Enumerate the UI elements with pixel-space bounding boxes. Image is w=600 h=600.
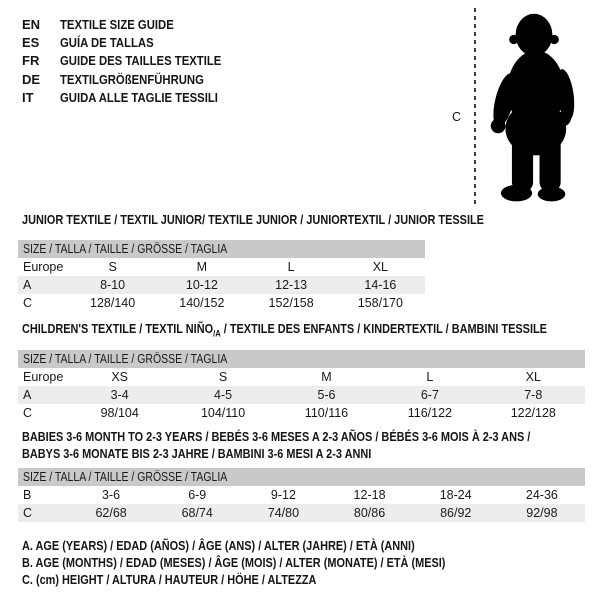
height-figure [450, 8, 582, 210]
table-header-cell [18, 468, 585, 486]
title-segment: CHILDREN'S TEXTILE / TEXTIL NIÑO [22, 321, 214, 336]
size-cell: XL [372, 260, 389, 274]
size-cell: 7-8 [482, 386, 585, 404]
size-cell: 74/80 [240, 504, 326, 522]
footnote-line: A. AGE (YEARS) / EDAD (AÑOS) / ÂGE (ANS) / ALTER (JAHRE) / ETÀ (ANNI) [22, 538, 415, 553]
language-row [22, 33, 245, 51]
row-label: C [23, 296, 33, 310]
footnote-line: B. AGE (MONTHS) / EDAD (MESES) / ÂGE (MOIS) / ALTER (MONATE) / ETÀ (MESI) [22, 555, 446, 571]
size-cell: 104/110 [200, 406, 246, 420]
size-cell: 110/116 [304, 406, 349, 420]
section-title-junior [22, 211, 484, 228]
size-cell: 5-6 [275, 386, 378, 404]
size-cell: L [287, 260, 295, 274]
footnotes [22, 537, 526, 589]
size-cell: 6-9 [188, 488, 207, 502]
toddler-silhouette-icon [488, 8, 580, 209]
table-header-label: SIZE / TALLA / TAILLE / GRÖSSE / TAGLIA [23, 470, 228, 484]
section-title-babies [22, 428, 530, 462]
size-cell: 62/68 [68, 504, 154, 522]
table-row [18, 504, 585, 522]
size-cell: 86/92 [413, 504, 499, 522]
language-code: IT [22, 90, 34, 106]
size-table-children [18, 350, 585, 422]
language-label: GUIDA ALLE TAGLIE TESSILI [60, 90, 218, 106]
row-label: B [23, 488, 32, 502]
size-cell: 98/104 [100, 406, 139, 420]
footnote-line: C. (cm) HEIGHT / ALTURA / HAUTEUR / HÖHE / ALTEZZA [22, 572, 317, 588]
size-cell: 4-5 [171, 386, 274, 404]
size-cell: 128/140 [90, 296, 136, 310]
table-row [18, 486, 585, 504]
table-row [18, 404, 585, 422]
language-label: TEXTILGRÖßENFÜHRUNG [60, 71, 204, 87]
size-cell: 116/122 [407, 406, 452, 420]
title-segment: /A [213, 328, 221, 339]
row-label: C [18, 504, 68, 522]
title-line [22, 428, 530, 445]
language-code: ES [22, 35, 40, 51]
language-code: DE [22, 71, 41, 87]
title-segment: BABYS 3-6 MONATE BIS 2-3 JAHRE / BAMBINI 3-6 MESI A 2-3 ANNI [22, 446, 372, 461]
size-cell: 10-12 [157, 276, 246, 294]
title-line [22, 211, 484, 228]
language-label: GUÍA DE TALLAS [60, 35, 154, 51]
table-header-row [18, 240, 425, 258]
language-row [22, 52, 245, 70]
table-header-label: SIZE / TALLA / TAILLE / GRÖSSE / TAGLIA [23, 242, 228, 256]
language-row [22, 15, 245, 33]
size-cell: 80/86 [326, 504, 412, 522]
size-cell: 140/152 [179, 296, 225, 310]
height-measure-dashed-line [474, 8, 476, 208]
size-cell: L [426, 370, 434, 384]
size-cell: 14-16 [336, 276, 425, 294]
row-label: A [18, 386, 68, 404]
size-cell: 122/128 [510, 406, 556, 420]
language-code: EN [22, 16, 41, 32]
size-cell: M [196, 260, 208, 274]
row-label: Europe [23, 370, 64, 384]
size-table-babies [18, 468, 585, 522]
section-title-children [22, 320, 547, 343]
table-row [18, 276, 425, 294]
size-cell: 24-36 [525, 488, 558, 502]
size-cell: XL [525, 370, 541, 384]
title-line [22, 320, 547, 343]
size-cell: 92/98 [499, 504, 585, 522]
size-cell: 8-10 [68, 276, 157, 294]
table-row [18, 258, 425, 276]
language-row [22, 70, 245, 88]
title-segment: BABIES 3-6 MONTH TO 2-3 YEARS / BEBÉS 3-6 MESES A 2-3 AÑOS / BÉBÉS 3-6 MOIS À 2-3 ANS / [22, 429, 531, 444]
title-segment: / TEXTILE DES ENFANTS / KINDERTEXTIL / BAMBINI TESSILE [220, 321, 547, 336]
size-cell: 158/170 [357, 296, 403, 310]
language-list [22, 15, 245, 107]
title-line [22, 445, 530, 462]
table-row [18, 294, 425, 312]
row-label: A [18, 276, 68, 294]
table-header-cell [18, 240, 425, 258]
row-label: C [23, 406, 33, 420]
size-cell: XS [111, 370, 129, 384]
table-row [18, 368, 585, 386]
size-cell: 3-4 [68, 386, 171, 404]
size-cell: S [218, 370, 228, 384]
size-cell: 12-18 [353, 488, 386, 502]
language-label: TEXTILE SIZE GUIDE [60, 16, 174, 32]
size-cell: S [108, 260, 117, 274]
language-label: GUIDE DES TAILLES TEXTILE [60, 53, 222, 69]
size-table-junior [18, 240, 425, 312]
title-segment: JUNIOR TEXTILE / TEXTIL JUNIOR/ TEXTILE JUNIOR / JUNIORTEXTIL / JUNIOR TESSILE [22, 212, 484, 227]
size-cell: 3-6 [102, 488, 121, 502]
language-row [22, 89, 245, 107]
size-cell: 9-12 [270, 488, 296, 502]
table-header-row [18, 468, 585, 486]
size-cell: 12-13 [247, 276, 336, 294]
size-cell: 6-7 [378, 386, 481, 404]
size-cell: M [321, 370, 332, 384]
table-header-label: SIZE / TALLA / TAILLE / GRÖSSE / TAGLIA [23, 352, 228, 366]
table-row [18, 386, 585, 404]
table-header-row [18, 350, 585, 368]
row-label: Europe [23, 260, 64, 274]
table-header-cell [18, 350, 585, 368]
size-cell: 18-24 [439, 488, 472, 502]
language-code: FR [22, 53, 40, 69]
size-cell: 152/158 [268, 296, 314, 310]
height-measure-label: C [452, 110, 462, 124]
size-cell: 68/74 [154, 504, 240, 522]
